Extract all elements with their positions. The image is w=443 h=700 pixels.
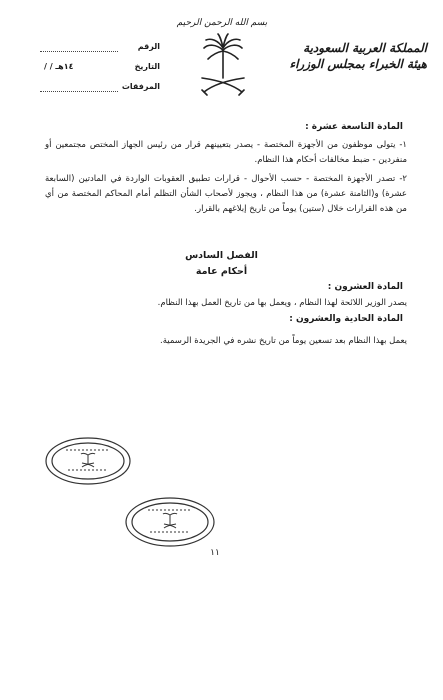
article-21-title: المادة الحادية والعشرون :	[289, 314, 403, 324]
article-19-title: المادة التاسعة عشرة :	[305, 122, 403, 132]
article-20-body: يصدر الوزير اللائحة لهذا النظام ، ويعمل بها من تاريخ العمل بهذا النظام.	[157, 298, 407, 308]
article-20-title: المادة العشرون :	[327, 282, 403, 292]
article-19-item-2: ٢- تصدر الأجهزة المختصة - حسب الأحوال - قرارات تطبيق العقوبات الواردة في المادتين (السابعة عشرة) و(الثامنة عشرة) من هذا النظام ، ويجوز لأصحاب الشأن التظلم أمام المحاكم المختصة من أي من هذه القرارات خلال (ستين) يوماً من تاريخ إبلاغهم بالقرار.	[45, 174, 407, 214]
date-field: التاريخ / / ١٤هـ	[44, 62, 160, 71]
reference-number-field: الرقم	[40, 42, 160, 56]
article-19-item-1: ١- يتولى موظفون من الأجهزة المختصة - يصدر بتعيينهم قرار من رئيس الجهاز المختص مجتمعين أو منفردين - ضبط مخالفات أحكام هذا النظام.	[45, 140, 407, 165]
attachments-field: المرفقات	[40, 82, 160, 96]
council-seal-stamp	[124, 496, 216, 548]
kingdom-name: المملكة العربية السعودية	[303, 41, 427, 55]
palm-swords-emblem-icon	[198, 32, 248, 102]
kingdom-letterhead	[267, 40, 427, 72]
basmala-calligraphy: بسم الله الرحمن الرحيم	[176, 18, 268, 28]
chapter-subtitle: أحكام عامة	[195, 266, 248, 277]
agency-name: هيئة الخبراء بمجلس الوزراء	[289, 57, 427, 71]
article-21-body: يعمل بهذا النظام بعد تسعين يوماً من تاريخ نشره في الجريدة الرسمية.	[160, 336, 407, 346]
date-value: / / ١٤هـ	[44, 62, 74, 71]
official-seal-stamp	[44, 436, 132, 486]
chapter-title: الفصل السادس	[185, 250, 258, 261]
page-number: ١١	[210, 548, 220, 558]
